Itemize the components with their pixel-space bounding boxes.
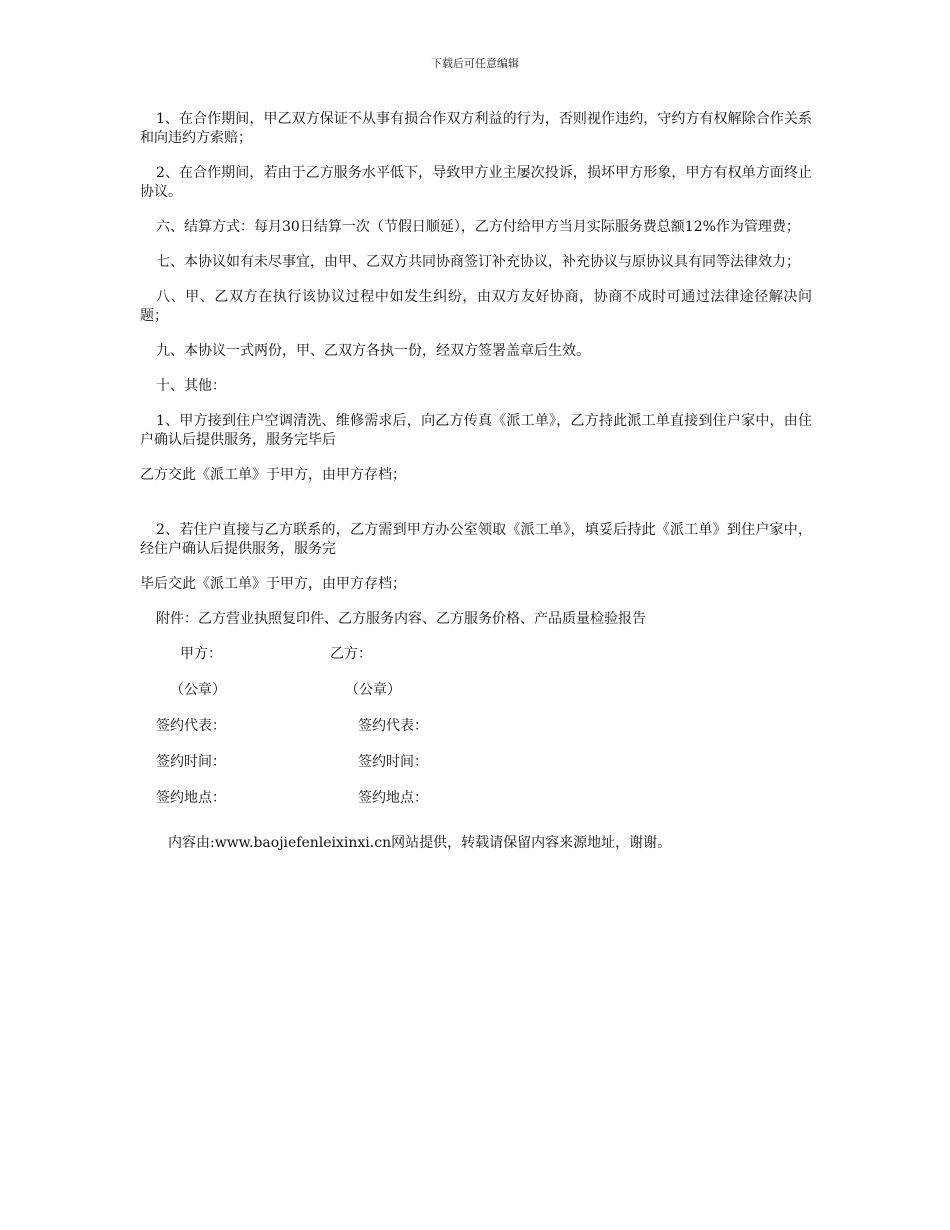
source-note: 内容由:www.baojiefenleixinxi.cn网站提供，转载请保留内容来源地址，谢谢。 xyxy=(168,835,672,851)
other-item-2-continued: 毕后交此《派工单》于甲方，由甲方存档； xyxy=(140,576,406,592)
clause-other-heading: 十、其他： xyxy=(156,378,226,394)
party-a-sign-place: 签约地点： xyxy=(156,790,226,806)
clause-copies: 九、本协议一式两份，甲、乙双方各执一份，经双方签署盖章后生效。 xyxy=(156,343,590,359)
party-b-sign-time: 签约时间： xyxy=(358,754,428,770)
party-a-seal: （公章） xyxy=(170,682,226,698)
party-b-label: 乙方： xyxy=(330,646,372,662)
party-b-seal: （公章） xyxy=(345,682,401,698)
party-a-representative: 签约代表： xyxy=(156,718,226,734)
party-a-sign-time: 签约时间： xyxy=(156,754,226,770)
other-item-1-continued: 乙方交此《派工单》于甲方，由甲方存档； xyxy=(140,467,406,483)
signature-seal-row xyxy=(140,681,812,700)
signature-rep-row xyxy=(140,717,812,736)
signature-parties-row xyxy=(140,645,812,664)
clause-1: 1、在合作期间，甲乙双方保证不从事有损合作双方利益的行为，否则视作违约，守约方有权解除合作关系和向违约方索赔； xyxy=(140,111,812,146)
clause-settlement: 六、结算方式：每月30日结算一次（节假日顺延），乙方付给甲方当月实际服务费总额12%作为管理费； xyxy=(156,219,800,235)
other-item-1: 1、甲方接到住户空调清洗、维修需求后，向乙方传真《派工单》，乙方持此派工单直接到住户家中，由住户确认后提供服务，服务完毕后 xyxy=(140,413,812,448)
signature-place-row xyxy=(140,789,812,808)
party-b-representative: 签约代表： xyxy=(358,718,428,734)
clause-supplement: 七、本协议如有未尽事宜，由甲、乙双方共同协商签订补充协议，补充协议与原协议具有同等法律效力； xyxy=(156,254,800,270)
signature-time-row xyxy=(140,753,812,772)
party-b-sign-place: 签约地点： xyxy=(358,790,428,806)
clause-dispute: 八、甲、乙双方在执行该协议过程中如发生纠纷，由双方友好协商，协商不成时可通过法律途径解决问题； xyxy=(140,289,812,324)
page-header: 下载后可任意编辑 xyxy=(431,57,519,70)
party-a-label: 甲方： xyxy=(180,646,222,662)
other-item-2: 2、若住户直接与乙方联系的，乙方需到甲方办公室领取《派工单》，填妥后持此《派工单》到住户家中，经住户确认后提供服务，服务完 xyxy=(140,522,812,557)
document-body xyxy=(140,110,812,869)
attachments: 附件：乙方营业执照复印件、乙方服务内容、乙方服务价格、产品质量检验报告 xyxy=(156,611,646,627)
spacer xyxy=(140,501,812,521)
clause-2: 2、在合作期间，若由于乙方服务水平低下，导致甲方业主屡次投诉，损坏甲方形象，甲方有权单方面终止协议。 xyxy=(140,165,812,200)
